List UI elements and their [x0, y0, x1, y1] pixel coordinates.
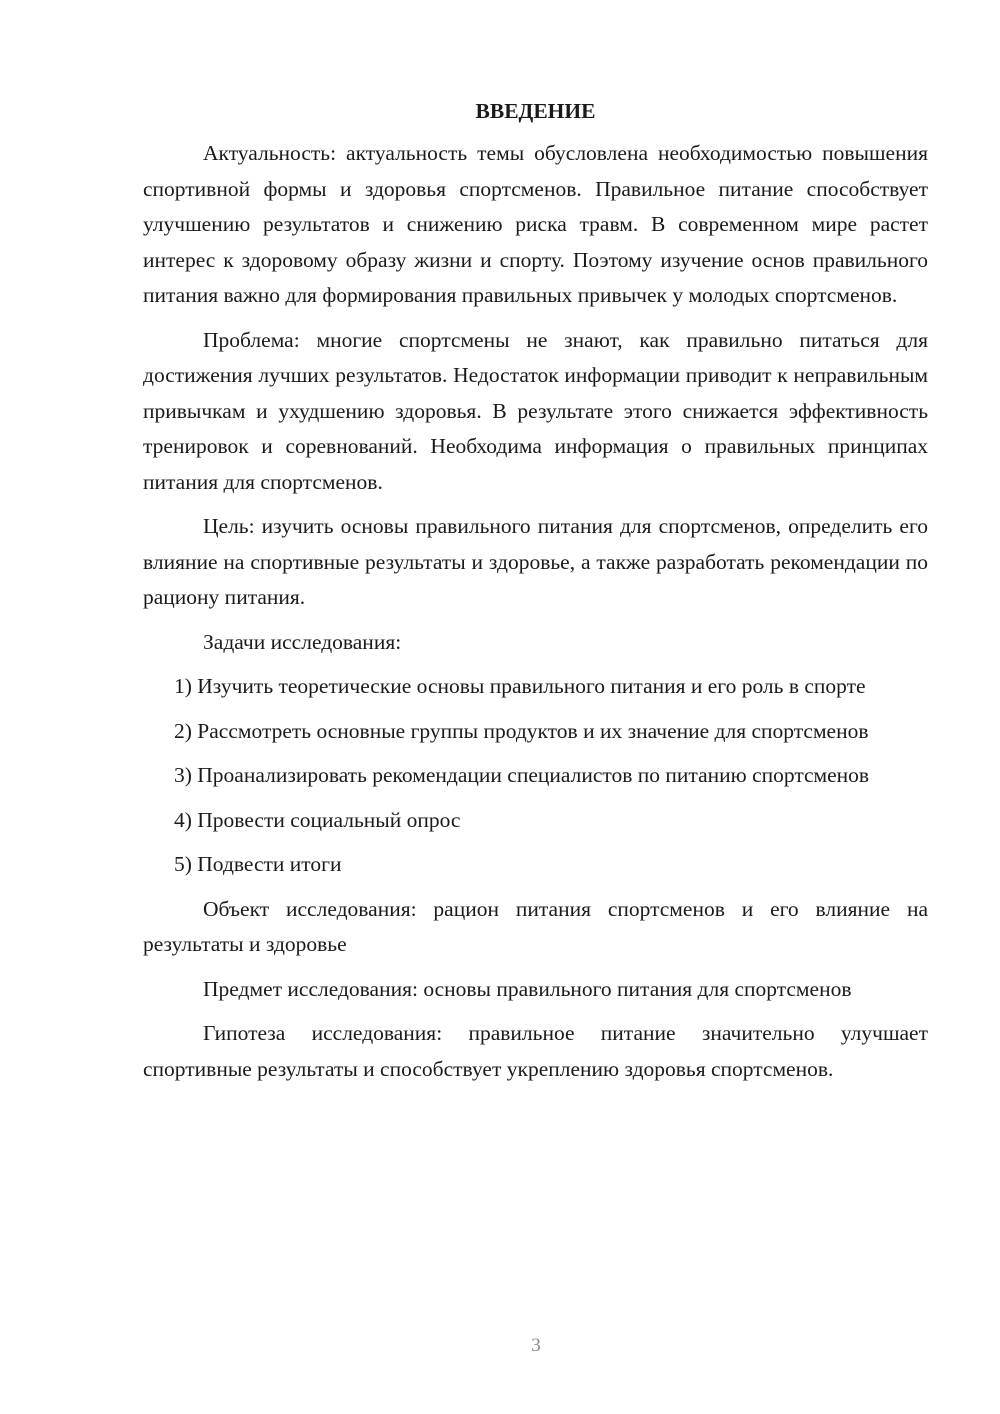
hypothesis-paragraph: Гипотеза исследования: правильное питание значительно улучшает спортивные результаты и способствует укреплению здоровья спортсменов. — [143, 1021, 928, 1081]
task-item-5: 5) Подвести итоги — [174, 852, 342, 876]
document-page — [143, 96, 928, 1096]
section-title: ВВЕДЕНИЕ — [475, 99, 596, 123]
object-paragraph: Объект исследования: рацион питания спортсменов и его влияние на результаты и здоровье — [143, 896, 928, 956]
task-item-3: 3) Проанализировать рекомендации специалистов по питанию спортсменов — [174, 763, 870, 787]
subject-paragraph: Предмет исследования: основы правильного питания для спортсменов — [203, 976, 852, 1001]
relevance-paragraph: Актуальность: актуальность темы обусловлена необходимостью повышения спортивной формы и здоровья спортсменов. Правильное питание способствует улучшению результатов и снижению риска травм. В современном мире растет интерес к здоровому образу жизни и спорту. Поэтому изучение основ правильного питания важно для формирования правильных привычек у молодых спортсменов. — [143, 141, 928, 307]
task-item-2: 2) Рассмотреть основные группы продуктов и их значение для спортсменов — [174, 718, 869, 743]
problem-paragraph: Проблема: многие спортсмены не знают, как правильно питаться для достижения лучших результатов. Недостаток информации приводит к неправильным привычкам и ухудшению здоровья. В результате этого снижается эффективность тренировок и соревнований. Необходима информация о правильных принципах питания для спортсменов. — [143, 327, 928, 494]
page-number: 3 — [531, 1335, 541, 1356]
goal-paragraph: Цель: изучить основы правильного питания для спортсменов, определить его влияние на спортивные результаты и здоровье, а также разработать рекомендации по рациону питания. — [143, 514, 928, 609]
task-item-4: 4) Провести социальный опрос — [174, 807, 461, 832]
tasks-heading: Задачи исследования: — [203, 629, 402, 654]
task-item-1: 1) Изучить теоретические основы правильного питания и его роль в спорте — [174, 674, 866, 698]
